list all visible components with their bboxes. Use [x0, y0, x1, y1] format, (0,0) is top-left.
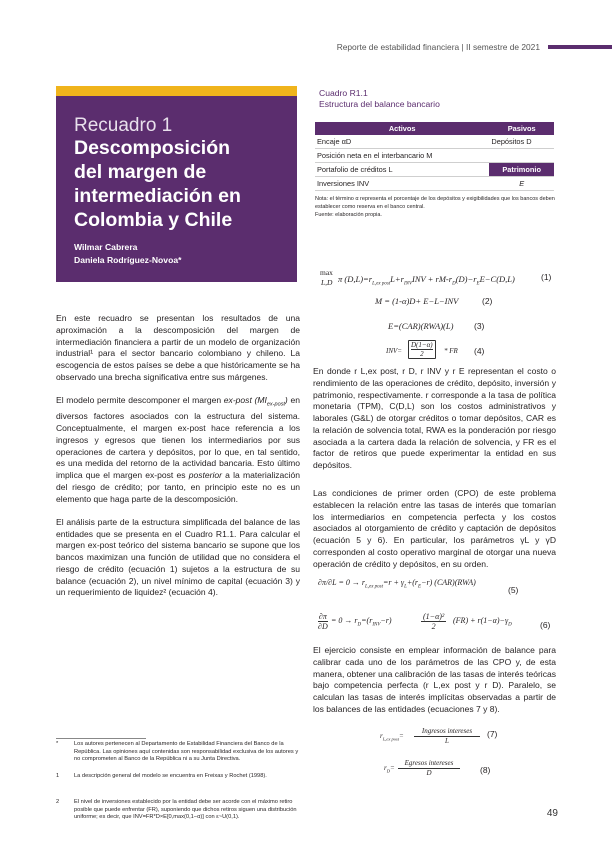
equation-number: (5) — [508, 585, 519, 595]
table-cell — [489, 149, 554, 163]
right-paragraph-2: Las condiciones de primer orden (CPO) de este problema establecen la relación entre las tasas de interés que tomarían los intermediarios en competencia perfecta y los costos asociados al otorgamiento de crédito y captación de depósitos (ecuación 5 y 6). En particular, los parámetros γL y γD corresponden al costo operativo marginal de otorgar una nueva operación de crédito y depósitos, en su orden. — [313, 488, 556, 569]
eq-text: r — [380, 732, 383, 740]
author-name: Wilmar Cabrera — [74, 242, 138, 252]
authors — [74, 241, 181, 266]
text-run: El modelo permite descomponer el margen — [56, 395, 224, 405]
column-header-liabilities: Pasivos — [489, 122, 554, 135]
text-run: en diversos factores asociados con la estructura del sistema. Conceptualmente, el margen ex-post hace referencia a los ingresos y egresos que tienen los intermediarios por sus operaciones de cartera y depósitos, por lo que, en tal sentido, es una medida del retorno de la actividad bancaria. Esto último implica que el margen ex-post es — [56, 395, 300, 481]
gold-accent-bar — [56, 86, 297, 96]
table-number: Cuadro R1.1 — [319, 88, 368, 98]
eq-fraction — [398, 759, 460, 778]
box-title-line: intermediación en — [74, 185, 241, 207]
eq-sub: L,ex post — [382, 736, 399, 742]
table-cell: E — [489, 177, 554, 191]
box-title-line: Descomposición — [74, 137, 231, 159]
box-title-panel — [56, 86, 297, 282]
eq-sub: INV — [403, 281, 412, 287]
equation-number: (4) — [474, 346, 485, 356]
balance-table-wrapper — [315, 122, 555, 219]
eq-text: 2 — [420, 350, 424, 358]
table-row — [315, 177, 554, 191]
eq-text: Ingresos intereses — [414, 727, 480, 737]
eq-text: D(1−α) — [411, 341, 433, 349]
eq-text: (D)−r — [455, 274, 477, 284]
right-paragraph-3: El ejercicio consiste en emplear información de balance para calibrar cada uno de los parámetros de las CPO y, de esta manera, obtener una calibración de las tasas de interés teóricas bajo competencia perfecta (r L,ex post y r D). Paralelo, se calculan las tasas de interés implícitas observadas a partir de los balances de las entidades (ecuaciones 7 y 8). — [313, 645, 556, 714]
running-title: Reporte de estabilidad financiera | II semestre de 2021 — [336, 42, 540, 52]
footnote — [56, 799, 300, 831]
author-name: Daniela Rodríguez-Novoa* — [74, 254, 182, 265]
eq-partial: ∂π ∂D — [318, 612, 328, 631]
eq-sub: E — [418, 584, 422, 590]
box-title-line: del margen de — [74, 161, 207, 183]
table-title: Estructura del balance bancario — [319, 98, 440, 109]
eq-text: π (D,L)=r — [338, 274, 373, 284]
table-row — [315, 163, 554, 177]
text-run: ex-post — [266, 401, 285, 408]
eq-sub: L,ex post — [364, 584, 384, 590]
equation-2: M = (1-α)D+ E−L−INV — [375, 296, 459, 306]
footnote-mark: 1 — [56, 773, 60, 779]
equation-number: (2) — [482, 296, 493, 306]
paragraph: En este recuadro se presentan los resultados de una aproximación a la descomposición del margen de intermediación financiera a partir de un modelo de organización industrial¹ para el sector bancario colombiano y chileno. La escogencia de estos países se debe a que históricamente se ha observado una brecha significativa entre sus márgenes. — [56, 313, 300, 382]
eq-text: r — [384, 764, 387, 772]
eq-text: +(r — [406, 578, 419, 587]
table-source: Fuente: elaboración propia. — [315, 212, 382, 218]
text-run: ) — [284, 395, 288, 405]
eq-text: L,D — [321, 278, 333, 287]
eq-sub: E — [476, 281, 480, 287]
equation-number: (8) — [480, 765, 491, 775]
eq-text: INV + rM-r — [412, 274, 453, 284]
footnote-text: La descripción general del modelo se encuentra en Freixas y Rochet (1998). — [74, 773, 267, 779]
table-cell: Posición neta en el interbancario M — [315, 149, 489, 163]
eq-sub: L,ex post — [372, 281, 391, 287]
box-title-line: Colombia y Chile — [74, 209, 233, 231]
right-paragraph-1: En donde r L,ex post, r D, r INV y r E representan el costo o rendimiento de las operaciones de crédito, depósito, inversión y patrimonio, respectivamente. r corresponde a la tasa de política monetaria (TPM), C(D,L) son los costos administrativos y laborales (G&L) de otorgar créditos o tomar depósitos, CAR es la relación de solvencia total, RWA es la ponderación por riesgo asociada a la cartera dada la relación de solvencia, y FR es el factor de retiros que puede experimentar la entidad en sus depósitos. — [313, 366, 556, 470]
table-caption — [319, 88, 559, 109]
header-accent-bar — [548, 45, 612, 49]
table-note: Nota: el término α representa el porcentaje de los depósitos y exigibilidades que los bancos deben establecer como reserva en el banco central. — [315, 196, 555, 210]
running-header — [0, 40, 612, 54]
text-run: a la materialización del riesgo de crédito; por tanto, en principio este no es un elemento que haga parte de la descomposición. — [56, 470, 300, 504]
footnote-text: Los autores pertenecen al Departamento de Estabilidad Financiera del Banco de la República. Las opiniones aquí contenidas son responsabilidad exclusiva de los autores y no comprometen al Banco de la República ni a su Junta Directiva. — [74, 741, 299, 763]
box-kicker: Recuadro 1 — [74, 115, 173, 136]
eq-fraction — [414, 727, 480, 746]
equity-header-cell: Patrimonio — [489, 163, 554, 177]
equation-number: (6) — [540, 620, 551, 630]
text-run: ex-post (MI — [223, 395, 267, 405]
paragraph: El análisis parte de la estructura simplificada del balance de las entidades que se presenta en el Cuadro R1.1. Para calcular el margen ex-post teórico del sistema bancario se supone que los bancos maximizan una función de utilidad que no considera el riesgo de crédito (ecuación 1) sujetos a la estructura de su balance (ecuación 2), un nivel mínimo de capital (ecuación 3) y un requerimiento de liquidez² (ecuación 4). — [56, 516, 300, 598]
equation-number: (1) — [541, 272, 552, 282]
eq-sub: D — [508, 622, 512, 628]
balance-table — [315, 122, 554, 191]
eq-text: max — [320, 268, 333, 277]
eq-text: 2 — [431, 622, 436, 631]
eq-text: =r + γ — [383, 578, 405, 587]
eq-text: D — [426, 769, 432, 777]
footnote — [56, 741, 300, 765]
column-header-assets: Activos — [315, 122, 489, 135]
eq-text: (1−α)² — [423, 612, 445, 621]
footnote-mark: 2 — [56, 799, 60, 805]
eq-text: * FR — [444, 347, 458, 355]
table-row — [315, 149, 554, 163]
paragraph — [56, 395, 300, 505]
eq-bracket — [408, 340, 436, 359]
eq-sub: L — [404, 584, 407, 590]
box-title — [74, 136, 294, 232]
eq-sub: D — [386, 768, 390, 774]
footnote-mark: * — [56, 741, 59, 747]
table-cell: Inversiones INV — [315, 177, 489, 191]
eq-text: L+r — [390, 274, 404, 284]
eq-text: L — [445, 737, 449, 745]
equation-3: E=(CAR)(RWA)(L) — [388, 321, 454, 331]
left-column — [56, 313, 300, 611]
footnote — [56, 773, 300, 789]
footnote-rule — [56, 738, 146, 739]
text-run: posterior — [188, 470, 222, 481]
eq-text: −r) — [380, 616, 392, 625]
eq-text: ∂π/∂L = 0 → r — [318, 578, 365, 587]
eq-text: = 0 → r — [331, 616, 358, 625]
eq-text: INV= — [386, 347, 402, 355]
eq-text: Egresos intereses — [398, 759, 460, 769]
eq-text: −r) (CAR)(RWA) — [421, 578, 476, 587]
table-cell: Portafolio de créditos L — [315, 163, 489, 177]
eq-sub: D — [357, 622, 362, 628]
equation-number: (7) — [487, 729, 498, 739]
eq-text: =(r — [361, 616, 373, 625]
eq-sub: INV — [372, 622, 381, 628]
equation-5 — [318, 578, 476, 590]
footnote-text: El nivel de inversiones establecido por la entidad debe ser acorde con el máximo retiro posible que puede enfrentar (FR), suponiendo que dichos retiros siguen una distribución uniforme; es decir, que INV=FR*D×E[0,max(0,1−α)] con ε~U(0,1). — [74, 799, 297, 821]
eq-text: (FR) + r(1−α)−γ — [453, 616, 509, 625]
eq-text: E−C(D,L) — [479, 274, 515, 284]
table-row — [315, 135, 554, 149]
equation-number: (3) — [474, 321, 485, 331]
table-cell: Depósitos D — [489, 135, 554, 149]
table-cell: Encaje αD — [315, 135, 489, 149]
eq-fraction — [421, 612, 446, 631]
page-number: 49 — [546, 808, 558, 819]
eq-sub: D — [452, 281, 456, 287]
